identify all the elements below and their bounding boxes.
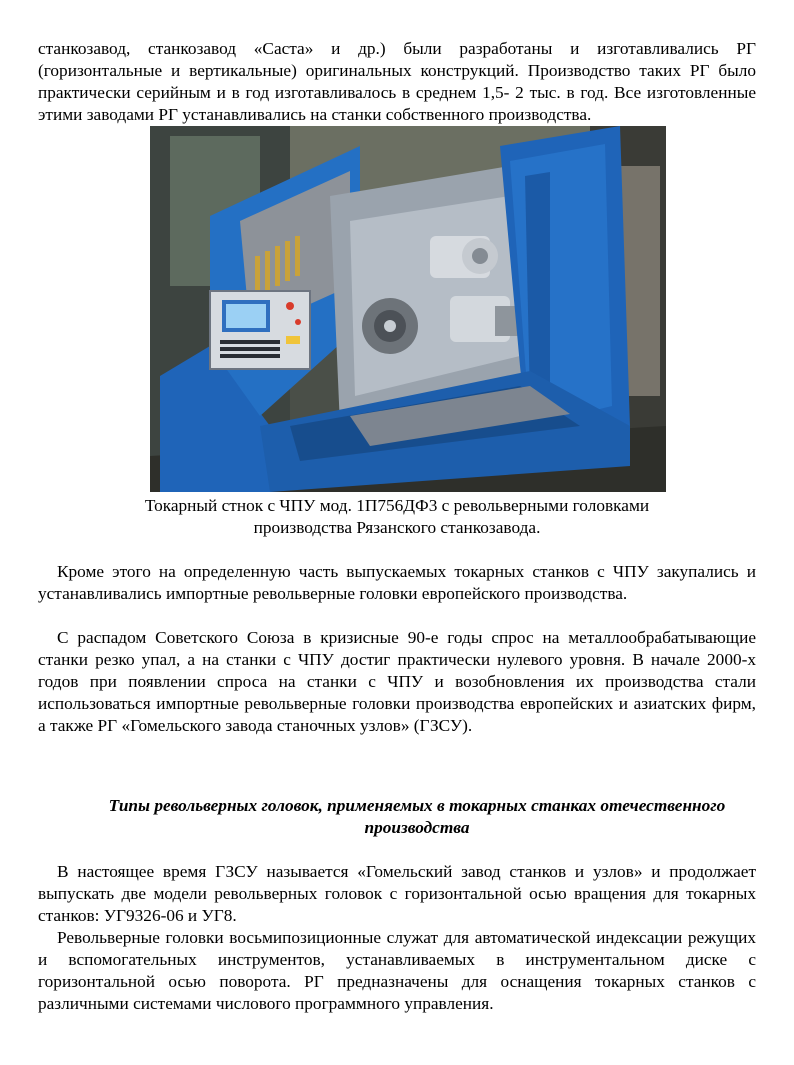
paragraph-turret-description: Револьверные головки восьмипозиционные служат для автоматической индексации режущих и вспомогательных инструментов, устанавливаемых в инструментальном диске с горизонтальной осью поворота. РГ предназначены для оснащения токарных станков с различными системами числового программного управления. xyxy=(38,928,756,1013)
caption-line-1: Токарный стнок с ЧПУ мод. 1П756ДФ3 с револьверными головками xyxy=(144,496,650,515)
heading-line-1: Типы револьверных головок, применяемых в токарных станках отечественного xyxy=(108,796,726,815)
caption-line-2: производства Рязанского станкозавода. xyxy=(253,518,541,537)
paragraph-gzsu: В настоящее время ГЗСУ называется «Гомельский завод станков и узлов» и продолжает выпускать две модели револьверных головок с горизонтальной осью вращения для токарных станков: УГ9326-06 и УГ8. xyxy=(38,862,756,925)
heading-line-2: производства xyxy=(364,818,470,837)
paragraph-soviet-collapse: С распадом Советского Союза в кризисные 90-е годы спрос на металлообрабатывающие станки резко упал, а на станки с ЧПУ достиг практически нулевого уровня. В начале 2000-х годов при появлении спроса на станки с ЧПУ и возобновления их производства стали использоваться импортные револьверные головки производства европейских и азиатских фирм, а также РГ «Гомельского завода станочных узлов» (ГЗСУ). xyxy=(38,628,756,735)
figure-cnc-lathe-photo xyxy=(150,126,666,492)
paragraph-imports: Кроме этого на определенную часть выпускаемых токарных станков с ЧПУ закупались и устанавливались импортные револьверные головки европейского производства. xyxy=(38,562,756,603)
paragraph-intro: станкозавод, станкозавод «Саста» и др.) были разработаны и изготавливались РГ (горизонтальные и вертикальные) оригинальных конструкций. Производство таких РГ было практически серийным и в год изготавливалось в среднем 1,5- 2 тыс. в год. Все изготовленные этими заводами РГ устанавливались на станки собственного производства. xyxy=(38,39,756,124)
cnc-lathe-illustration xyxy=(150,126,666,492)
section-heading xyxy=(38,795,756,839)
figure-caption xyxy=(38,495,756,539)
document-page xyxy=(38,38,756,1015)
